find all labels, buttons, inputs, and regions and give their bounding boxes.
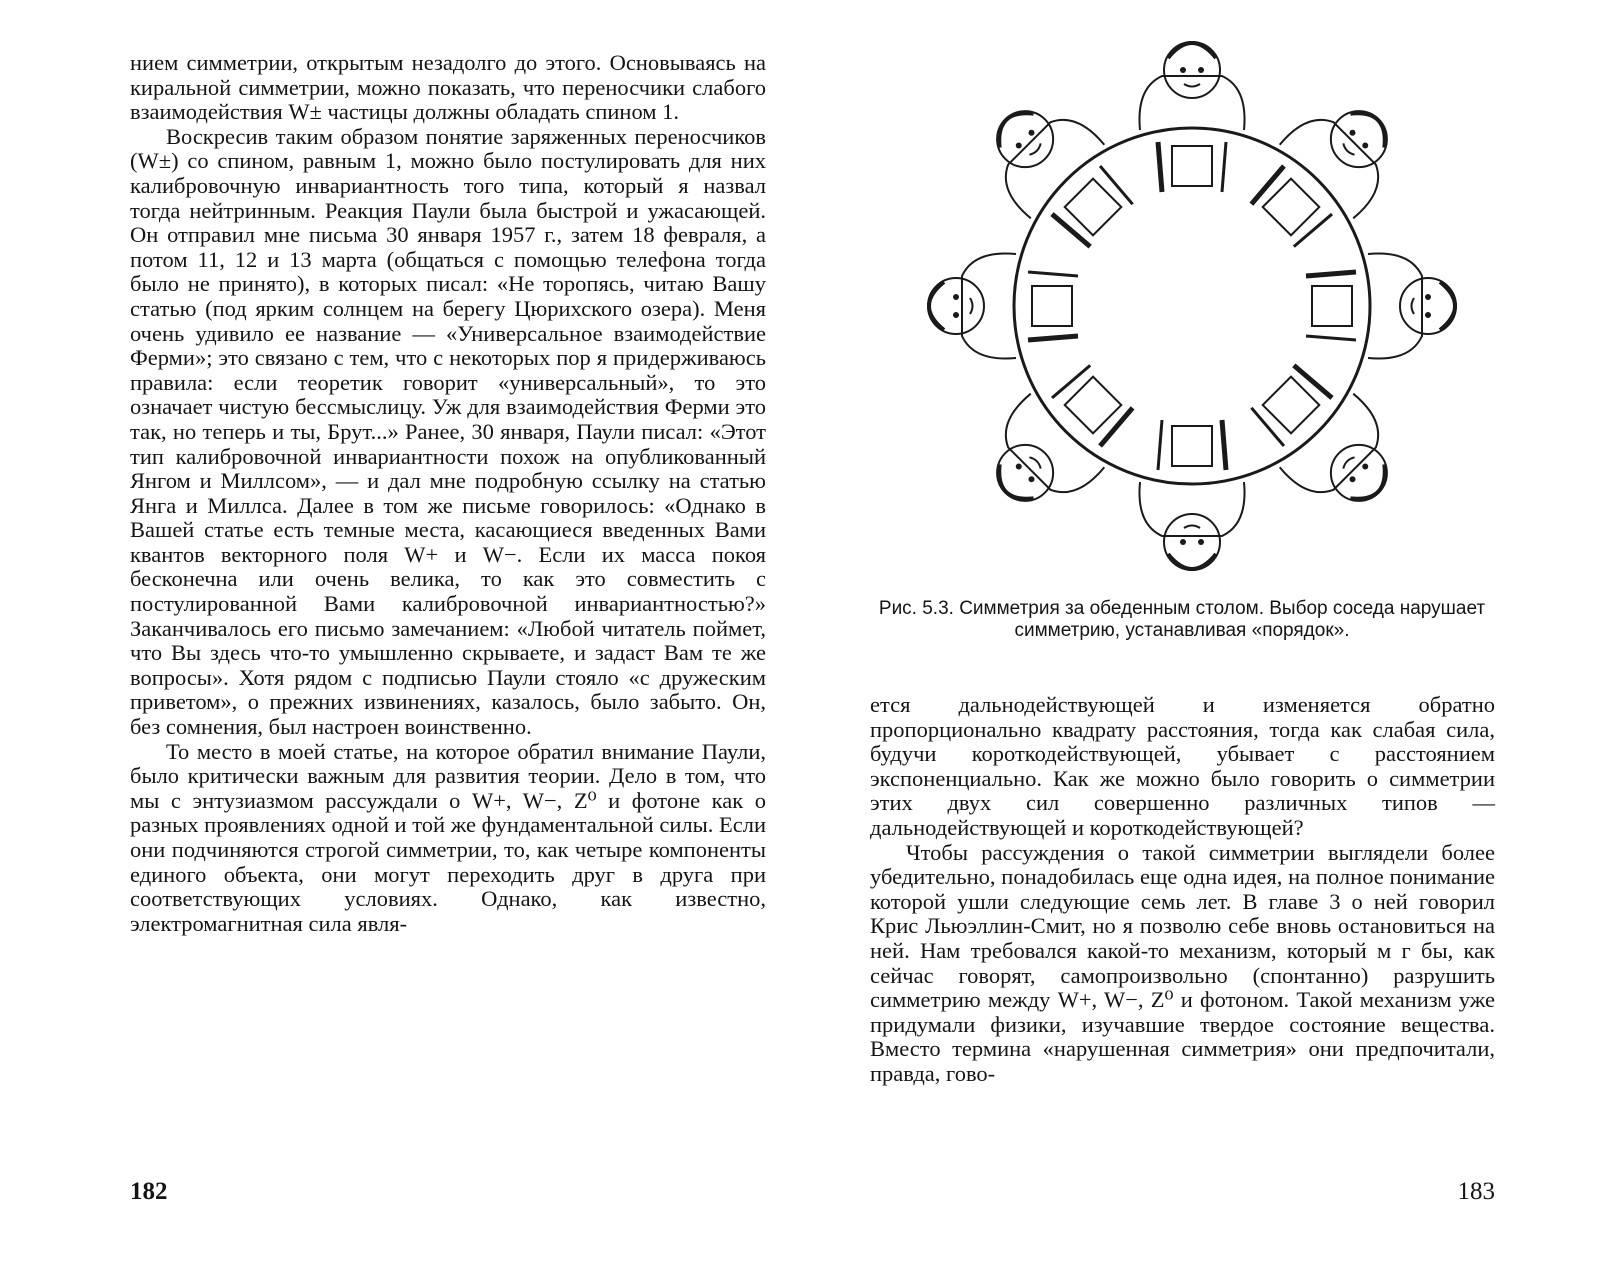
diner-eye (1348, 475, 1356, 483)
diner-eye (1027, 475, 1035, 483)
diner-mouth (1029, 143, 1042, 156)
diner-eye (1425, 312, 1431, 318)
diner-mouth (1342, 456, 1355, 469)
dining-table-illustration (902, 36, 1482, 576)
diner-hair (1350, 103, 1395, 148)
knife-icon (1028, 272, 1078, 276)
fork-icon (1028, 336, 1078, 340)
diner (928, 253, 1016, 358)
diner-hair (1168, 43, 1216, 58)
plate (1065, 377, 1122, 434)
page-number: 182 (130, 1178, 168, 1205)
diner-mouth (1184, 84, 1200, 87)
knife-icon (1097, 166, 1135, 204)
fork-icon (1052, 211, 1090, 249)
diner (1279, 393, 1416, 530)
right-page-text (870, 693, 1495, 1087)
diner-eye (953, 312, 959, 318)
knife-icon (1249, 408, 1287, 446)
paragraph: нием симметрии, открытым незадолго до этого. Основываясь на киральной симметрии, можно показать, что переносчики слабого взаимодействия W± частицы должны обладать спином 1. (130, 50, 766, 125)
plate (1312, 286, 1352, 326)
knife-icon (1158, 420, 1162, 470)
knife-icon (1052, 363, 1090, 401)
diner-eye (1015, 141, 1023, 149)
diner-hair (989, 464, 1034, 509)
place-setting (1158, 420, 1226, 470)
round-table-drawing (902, 36, 1482, 576)
diner-eye (1198, 67, 1204, 73)
table-outline (1014, 128, 1370, 484)
knife-icon (1222, 142, 1226, 192)
paragraph: Чтобы рассуждения о такой симметрии выглядели более убедительно, понадобилась еще одна идея, на полное понимание которой ушли следующие семь лет. В главе 3 о ней говорил Крис Льюэллин-Смит, но я позволю себе вновь остановиться на ней. Нам требовался какой-то механизм, который м г бы, как сейчас говорят, самопроизвольно (спонтанно) разрушить симметрию между W+, W−, Z⁰ и фотоном. Такой механизм уже придумали физики, изучавшие твердое состояние вещества. Вместо термина «нарушенная симметрия» они предпочитали, правда, гово- (870, 839, 1495, 1086)
page-number: 183 (1457, 1178, 1495, 1205)
knife-icon (1306, 336, 1356, 340)
diner-mouth (970, 298, 973, 314)
diner-shoulders (962, 253, 1016, 358)
fork-icon (1249, 166, 1287, 204)
diner-hair (929, 282, 944, 330)
diner-mouth (1029, 456, 1042, 469)
place-setting (1052, 166, 1135, 249)
place-setting (1249, 166, 1332, 249)
fork-icon (1158, 142, 1162, 192)
diner-eye (1348, 129, 1356, 137)
diner-shoulders (1139, 76, 1244, 130)
diner-hair (1350, 464, 1395, 509)
diner-mouth (1184, 526, 1200, 529)
place-setting (1028, 272, 1078, 340)
paragraph: То место в моей статье, на которое обратил внимание Паули, было критически важным для развития теории. Дело в том, что мы с энтузиазмом рассуждали о W+, W−, Z⁰ и фотоне как о разных проявлениях одной и той же фундаментальной силы. Если они подчиняются строгой симметрии, то, как четыре компоненты единого объекта, они могут переходить друг в друга при соответствующих условиях. Однако, как известно, электромагнитная сила явля- (130, 738, 766, 936)
diner-hair (1168, 554, 1216, 569)
diner-mouth (1412, 298, 1415, 314)
diner-hair (1440, 282, 1455, 330)
place-setting (1158, 142, 1226, 192)
diner-eye (1027, 129, 1035, 137)
plate (1263, 179, 1320, 236)
diner-eye (1180, 539, 1186, 545)
diner-eye (1425, 294, 1431, 300)
paragraph: Воскресив таким образом понятие заряженных переносчиков (W±) со спином, равным 1, можно было постулировать для них калибровочную инвариантность того типа, который я назвал тогда нейтринным. Реакция Паули была быстрой и ужасающей. Он отправил мне письма 30 января 1957 г., затем 18 февраля, а потом 11, 12 и 13 марта (общаться с помощью телефона тогда было не принято), в которых писал: «Не торопясь, читаю Вашу статью (под ярким солнцем на берегу Цюрихского озера). Меня очень удивило ее название — «Универсальное взаимодействие Ферми»; это связано с тем, что с некоторых пор я придерживаюсь правила: если теоретик говорит «универсальный», то это означает чистую бессмыслицу. Уж для взаимодействия Ферми это так, но теперь и ты, Брут...» Ранее, 30 января, Паули писал: «Этот тип калибровочной инвариантности похож на опубликованный Янгом и Миллсом», — и дал мне подробную ссылку на статью Янга и Миллса. Далее в том же письме говорилось: «Однако в Вашей статье есть темные места, касающиеся введенных Вами квантов векторного поля W+ и W−. Если их масса покоя бесконечна или очень велика, то как это совместить с постулированной Вами калибровочной инвариантностью?» Заканчивалось его письмо замечанием: «Любой читатель поймет, что Вы здесь что-то умышленно скрываете, и задаст Вам те же вопросы». Хотя рядом с подписью Паули стояло «с дружеским приветом», о прежних извинениях, казалось, было забыто. Он, без сомнения, был настроен воинственно. (130, 123, 766, 740)
figure-caption: Рис. 5.3. Симметрия за обеденным столом. Выбор соседа нарушает симметрию, устанавливая «порядок». (878, 598, 1486, 641)
diner-eye (1180, 67, 1186, 73)
diner-eye (1361, 462, 1369, 470)
diner (968, 393, 1105, 530)
paragraph: ется дальнодействующей и изменяется обратно пропорционально квадрату расстояния, тогда как слабая сила, будучи короткодействующей, убывает с расстоянием экспоненциально. Как же можно было говорить о симметрии этих двух сил совершенно различных типов — дальнодействующей и короткодействующей? (870, 692, 1495, 840)
diner-eye (953, 294, 959, 300)
place-setting (1306, 272, 1356, 340)
place-setting (1052, 363, 1135, 446)
plate (1263, 377, 1320, 434)
diner-shoulders (1368, 253, 1422, 358)
diner (1139, 482, 1244, 570)
plate (1032, 286, 1072, 326)
diner-eye (1361, 141, 1369, 149)
diner-eye (1015, 462, 1023, 470)
plate (1065, 179, 1122, 236)
diner-hair (989, 103, 1034, 148)
diner-eye (1198, 539, 1204, 545)
fork-icon (1306, 272, 1356, 276)
fork-icon (1222, 420, 1226, 470)
diner (1139, 42, 1244, 130)
diner-mouth (1342, 143, 1355, 156)
plate (1172, 426, 1212, 466)
fork-icon (1097, 408, 1135, 446)
place-setting (1249, 363, 1332, 446)
left-page-text (130, 51, 766, 936)
diner-shoulders (1139, 482, 1244, 536)
diner (1368, 253, 1456, 358)
plate (1172, 146, 1212, 186)
right-page (800, 0, 1600, 1275)
diner (968, 82, 1105, 219)
knife-icon (1294, 211, 1332, 249)
diner (1279, 82, 1416, 219)
fork-icon (1294, 363, 1332, 401)
